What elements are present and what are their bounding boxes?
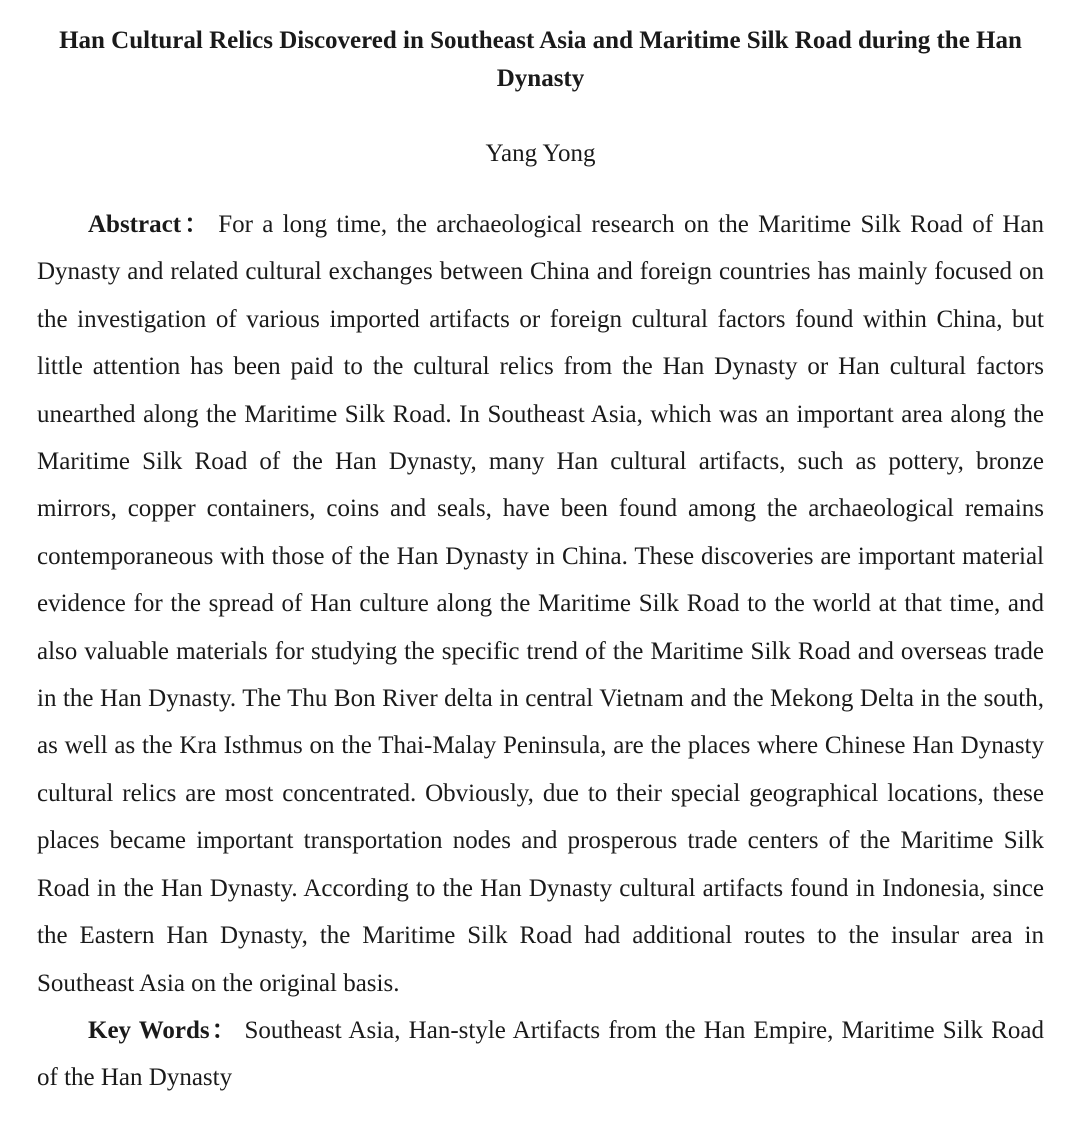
keywords-separator: ： [209,1016,239,1044]
abstract-paragraph [37,201,1044,1007]
keywords-label: Key Words [88,1016,210,1044]
keywords-paragraph [37,1007,1044,1102]
abstract-separator: ： [181,211,213,238]
paper-title: Han Cultural Relics Discovered in Southeast Asia and Maritime Silk Road during the Han Dynasty [59,27,1022,92]
abstract-label: Abstract [88,211,182,238]
author-name: Yang Yong [485,140,596,167]
abstract-text: For a long time, the archaeological research on the Maritime Silk Road of Han Dynasty and related cultural exchanges between China and foreign countries has mainly focused on the investigation of various imported artifacts or foreign cultural factors found within China, but little attention has been paid to the cultural relics from the Han Dynasty or Han cultural factors unearthed along the Maritime Silk Road. In Southeast Asia, which was an important area along the Maritime Silk Road of the Han Dynasty, many Han cultural artifacts, such as pottery, bronze mirrors, copper containers, coins and seals, have been found among the archaeological remains contemporaneous with those of the Han Dynasty in China. These discoveries are important material evidence for the spread of Han culture along the Maritime Silk Road to the world at that time, and also valuable materials for studying the specific trend of the Maritime Silk Road and overseas trade in the Han Dynasty. The Thu Bon River delta in central Vietnam and the Mekong Delta in the south, as well as the Kra Isthmus on the Thai-Malay Peninsula, are the places where Chinese Han Dynasty cultural relics are most concentrated. Obviously, due to their special geographical locations, these places became important transportation nodes and prosperous trade centers of the Maritime Silk Road in the Han Dynasty. According to the Han Dynasty cultural artifacts found in Indonesia, since the Eastern Han Dynasty, the Maritime Silk Road had additional routes to the insular area in Southeast Asia on the original basis. [37,211,1044,997]
keywords-text: Southeast Asia, Han-style Artifacts from the Han Empire, Maritime Silk Road of the Han Dynasty [37,1016,1044,1092]
